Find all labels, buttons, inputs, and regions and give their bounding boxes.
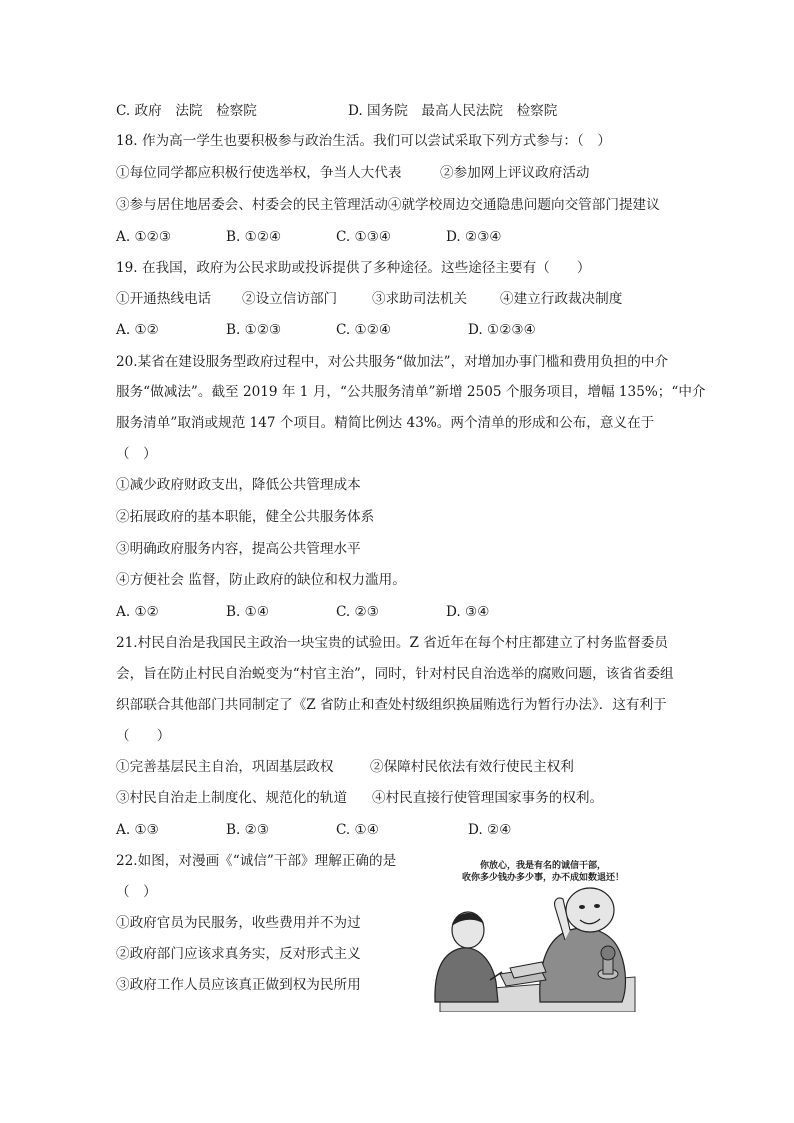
q20-stem-line-3: 服务清单”取消或规范 147 个项目。精简比例达 43%。两个清单的形成和公布，意义在于 xyxy=(116,415,655,431)
q21-option-a: A. ①③ xyxy=(116,822,159,838)
q19-item-4: ④建立行政裁决制度 xyxy=(500,291,623,307)
q21-option-c: C. ①④ xyxy=(336,822,379,838)
q20-item-1: ①减少政府财政支出，降低公共管理成本 xyxy=(116,477,361,493)
q21-answer-paren: （ ） xyxy=(116,728,171,744)
q21-item-1: ①完善基层民主自治，巩固基层政权 xyxy=(116,759,334,775)
q20-stem-line-1: 20.某省在建设服务型政府过程中，对公共服务“做加法”，对增加办事门槛和费用负担的中介 xyxy=(116,354,669,370)
q22-item-2: ②政府部门应该求真务实，反对形式主义 xyxy=(116,946,361,962)
cartoon-caption-line-1: 你放心，我是有名的诚信干部， xyxy=(479,861,606,871)
q20-stem-line-2: 服务“做减法”。截至 2019 年 1 月，“公共服务清单”新增 2505 个服务项目，增幅 135%；“中介 xyxy=(116,384,706,400)
q19-stem: 19. 在我国，政府为公民求助或投诉提供了多种途径。这些途径主要有（ ） xyxy=(116,260,591,276)
q19-item-1: ①开通热线电话 xyxy=(116,291,212,307)
q22-answer-paren: （ ） xyxy=(116,884,157,900)
q21-item-3: ③村民自治走上制度化、规范化的轨道 xyxy=(116,790,348,806)
q18-option-a: A. ①②③ xyxy=(116,229,172,245)
q20-item-2: ②拓展政府的基本职能，健全公共服务体系 xyxy=(116,509,375,525)
q21-stem-line-1: 21.村民自治是我国民主政治一块宝贵的试验田。Z 省近年在每个村庄都建立了村务监督委员 xyxy=(116,635,668,651)
q18-stem: 18. 作为高一学生也要积极参与政治生活。我们可以尝试采取下列方式参与：（ ） xyxy=(116,133,611,149)
q19-option-d: D. ①②③④ xyxy=(468,322,536,338)
q21-option-d: D. ②④ xyxy=(468,822,512,838)
q18-option-d: D. ②③④ xyxy=(446,229,502,245)
q22-item-1: ①政府官员为民服务，收些费用并不为过 xyxy=(116,915,361,931)
q21-option-b: B. ②③ xyxy=(226,822,270,838)
q20-item-3: ③明确政府服务内容，提高公共管理水平 xyxy=(116,541,361,557)
q20-option-b: B. ①④ xyxy=(226,604,270,620)
q20-item-4: ④方便社会 监督，防止政府的缺位和权力滥用。 xyxy=(116,572,406,588)
q18-option-c: C. ①③④ xyxy=(336,229,392,245)
q22-item-3: ③政府工作人员应该真正做到权为民所用 xyxy=(116,977,361,993)
q21-stem-line-3: 织部联合其他部门共同制定了《Z 省防止和查处村级组织换届贿选行为暂行办法》．这有利于 xyxy=(116,697,667,713)
q19-option-b: B. ①②③ xyxy=(226,322,282,338)
q20-option-a: A. ①② xyxy=(116,604,159,620)
q20-option-c: C. ②③ xyxy=(336,604,379,620)
q17-option-c: C. 政府 法院 检察院 xyxy=(116,103,257,119)
q20-answer-paren: （ ） xyxy=(116,446,157,462)
q19-option-c: C. ①②④ xyxy=(336,322,392,338)
q19-option-a: A. ①② xyxy=(116,322,159,338)
q21-stem-line-2: 会，旨在防止村民自治蜕变为“村官主治”，同时，针对村民自治选举的腐败问题，该省省委组 xyxy=(116,666,674,682)
q17-option-d: D. 国务院 最高人民法院 检察院 xyxy=(348,103,558,119)
q20-option-d: D. ③④ xyxy=(446,604,490,620)
q18-items-3-4: ③参与居住地居委会、村委会的民主管理活动④就学校周边交通隐患问题向交管部门提建议 xyxy=(116,197,660,213)
q21-item-4: ④村民直接行使管理国家事务的权利。 xyxy=(372,790,604,806)
q18-option-b: B. ①②④ xyxy=(226,229,282,245)
cartoon-caption-line-2: 收你多少钱办多少事，办不成如数退还！ xyxy=(461,873,624,883)
q19-item-2: ②设立信访部门 xyxy=(242,291,338,307)
q18-item-2: ②参加网上评议政府活动 xyxy=(440,165,590,181)
q19-item-3: ③求助司法机关 xyxy=(372,291,468,307)
q21-item-2: ②保障村民依法有效行使民主权利 xyxy=(370,759,574,775)
q18-item-1: ①每位同学都应积极行使选举权，争当人大代表 xyxy=(116,165,402,181)
cartoon-caption xyxy=(448,860,638,884)
q22-stem: 22.如图，对漫画《“诚信”干部》理解正确的是 xyxy=(116,853,397,869)
